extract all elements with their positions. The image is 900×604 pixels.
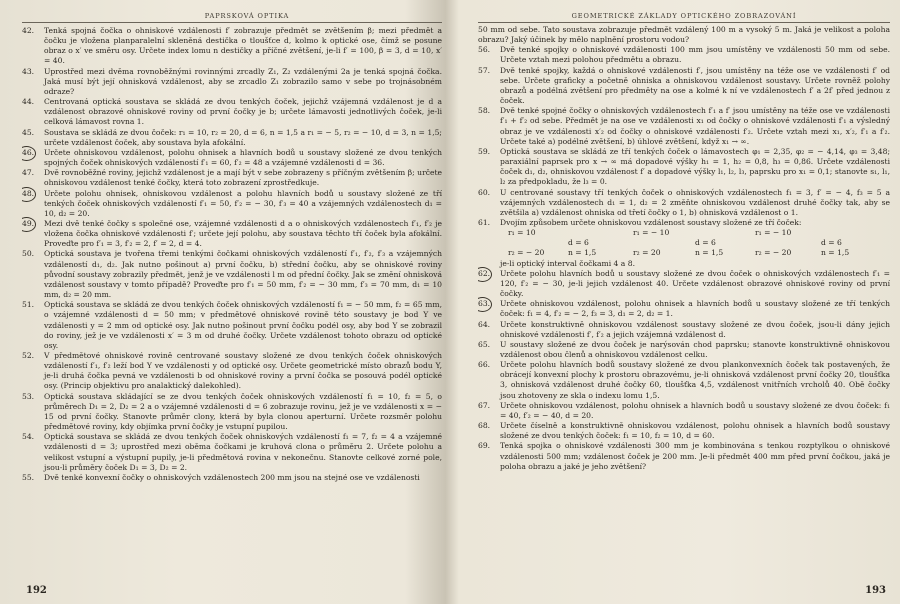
problem-item xyxy=(478,188,890,218)
page-number-left: 192 xyxy=(26,585,47,596)
problem-number: 65. xyxy=(478,339,491,349)
problem-item xyxy=(478,147,890,188)
table-cell: d = 6 xyxy=(695,238,716,248)
problem-number: 52. xyxy=(22,351,35,360)
circled-problem-number: 49. xyxy=(22,219,40,229)
problem-number: 61. xyxy=(478,217,491,227)
problem-text: Určete ohniskovou vzdálenost, polohu ohnisek a hlavních bodů u soustavy složené ze tří tenkých čoček: f₁ = 4, f′₂ = − 2, f₃ = 3, d₁ = 2, d₂ = 1. xyxy=(500,299,890,319)
problem-item xyxy=(478,106,890,147)
problem-item xyxy=(22,351,442,392)
problem-text: Dvě tenké spojky o ohniskové vzdálenosti 100 mm jsou umístěny ve vzdálenosti 50 mm od sebe. Určete vztah mezi polohou předmětu a obrazu. xyxy=(500,45,890,65)
circled-problem-number: 46. xyxy=(22,148,40,158)
problem-text: U soustavy složené ze dvou čoček je narýsován chod paprsku; stanovte konstruktivně ohniskovou vzdálenost obou členů a ohniskovou vzdálenost celku. xyxy=(500,339,890,359)
problem-text: Optická soustava skládající se ze dvou tenkých čoček ohniskových vzdáleností f₁ = 10, f₂ = 5, o průměrech D₁ = 2, D₂ = 2 a o vzájemné vzdálenosti d = 6 zobrazuje rovinu, jež je ve vzdálenosti x = − 15 od první čočky. Stanovte průměr clony, která by byla clonou aperturní. Určete rozsměr polohu předmětové roviny, kdy objímka první čočky je vstupní pupilou. xyxy=(44,391,442,432)
problem-text: Určete ohniskovou vzdálenost, polohu ohnisek a hlavních bodů u soustavy složené ze dvou tenkých spojných čoček ohniskových vzdáleností f′₁ = 60, f′₂ = 48 a vzájemné vzdálenosti d = 36. xyxy=(44,147,442,168)
table-cell: d = 6 xyxy=(568,238,589,248)
problem-item xyxy=(478,299,890,319)
right-page xyxy=(478,0,890,604)
problem-text: Určete ohniskovou vzdálenost, polohu ohnisek a hlavních bodů u soustavy složené ze dvou čoček: f₁ = 40, f′₂ = − 40, d = 20. xyxy=(500,400,890,420)
problem-text: V předmětové ohniskové rovině centrované soustavy složené ze dvou tenkých čoček ohniskových vzdáleností f′₁, f′₂ leží bod Y ve vzdálenosti y od optické osy. Určete geometrické místo obrazů bodu Y, je-li druhá čočka pevná ve vzdálenosti b od ohniskové roviny a první čočka se posouvá podél optické osy. (Princip objektivu pro analaktický dalekohled). xyxy=(44,351,442,391)
problem-number: 53. xyxy=(22,391,35,401)
problem-number: 57. xyxy=(478,65,491,75)
problem-number: 66. xyxy=(478,360,491,370)
problem-number: 42. xyxy=(22,26,35,35)
problem-item xyxy=(22,189,442,219)
problem-item xyxy=(478,66,890,107)
problem-number: 50. xyxy=(22,249,35,259)
problem-text: Dvojím způsobem určete ohniskovou vzdálenost soustavy složené ze tří čoček: xyxy=(500,217,802,227)
problem-number: 58. xyxy=(478,106,491,116)
running-header-right: GEOMETRICKÉ ZÁKLADY OPTICKÉHO ZOBRAZOVÁNÍ xyxy=(478,0,890,23)
problem-item xyxy=(22,67,442,97)
table-row xyxy=(478,248,890,258)
table-note: je-li optický interval čočkami 4 a 8. xyxy=(500,258,635,268)
left-page xyxy=(22,0,442,604)
problem-text: Určete polohu hlavních bodů soustavy složené ze dvou plankonvexních čoček tak postavených, že obrácejí konvexní plochy k prostoru obrazovému, je-li ohnisková vzdálenost první čočky 20, tloušťka 3, ohnisková vzdálenost druhé čočky 60, tloušťka 4,5, vzdálenost vnitřních vrcholů 40. Obě čočky jsou zhotoveny ze skla o indexu lomu 1,5. xyxy=(500,360,890,400)
problem-item xyxy=(478,269,890,299)
circled-problem-number: 63. xyxy=(478,299,496,309)
problem-number: 44. xyxy=(22,97,35,107)
problem-number: 56. xyxy=(478,45,491,55)
problem-item xyxy=(478,401,890,421)
table-row xyxy=(478,238,890,248)
problem-text: Tenká spojná čočka o ohniskové vzdálenosti f′ zobrazuje předmět se zvětšením β; mezi předmět a čočku je vložena planparalelní skleněná destička o tloušťce d, kolmo k optické ose, čímž se posune obraz o x′ ve směru osy. Určete index lomu n destičky a příčné zvětšení, je-li f′ = 100, β = 3, d = 10, x′ = 40. xyxy=(44,26,442,66)
problem-text: Tenká spojka o ohniskové vzdálenosti 300 mm je kombinována s tenkou rozptylkou o ohniskové vzdálenosti 500 mm; vzdálenost čoček je 200 mm. Je-li předmět 400 mm před první čočkou, jaká je poloha obrazu a jaké je jeho zvětšení? xyxy=(500,441,890,471)
problem-item xyxy=(22,219,442,249)
circled-problem-number: 62. xyxy=(478,269,496,279)
problem-text: Mezi dvě tenké čočky s společné ose, vzájemné vzdálenosti d a o ohniskových vzdálenostech f′₁, f′₂ je vložena čočka ohniskové vzdálenosti f′; určete její polohu, aby soustava těchto tří čoček byla afokální. Proveďte pro f′₁ = 3, f′₂ = 2, f′ = 2, d = 4. xyxy=(44,218,442,249)
problem-text: Dvě tenké spojné čočky o ohniskových vzdálenostech f′₁ a f′ jsou umístěny na téže ose ve vzdálenosti f′₁ + f′₂ od sebe. Předmět je na ose ve vzdálenosti x₁ od čočky o ohniskové vzdálenosti f′₁ a výsledný obraz je ve vzdálenosti x′₂ od čočky o ohniskové vzdálenosti f′₂. Určete vztah mezi x₁, x′₂, f′₁ a f′₂. Určete také a) podélné zvětšení, b) úhlové zvětšení, když x₁ → ∞. xyxy=(500,106,890,146)
problem-number: 47. xyxy=(22,168,35,178)
table-cell: d = 6 xyxy=(821,238,842,248)
problem-item xyxy=(22,128,442,148)
problem-number: 43. xyxy=(22,66,35,76)
table-cell: r₁ = − 10 xyxy=(755,228,792,238)
problem-text: U centrované soustavy tří tenkých čoček o ohniskových vzdálenostech f₁ = 3, f′ = − 4, f₃ = 5 a vzájemných vzdálenostech d₁ = 1, d₂ = 2 změňte ohniskovou vzdálenost druhé čočky tak, aby se zvětšila a) vzdálenost ohniska od třetí čočky o 1, b) ohnisková vzdálenost o 1. xyxy=(500,187,890,217)
problem-item xyxy=(22,300,442,351)
problem-number: 55. xyxy=(22,472,35,482)
problem-number: 59. xyxy=(478,146,491,156)
running-header-left: PAPRSKOVÁ OPTIKA xyxy=(22,0,442,23)
problem-item xyxy=(22,392,442,433)
problem-text: Určete polohu hlavních bodů u soustavy složené ze dvou čoček o ohniskových vzdálenostech f′₁ = 120, f′₂ = − 30, je-li jejich vzdálenost 40. Určete vzdálenost obrazové ohniskové roviny od první čočky. xyxy=(500,268,890,299)
table-cell xyxy=(633,238,695,248)
circled-problem-number: 48. xyxy=(22,189,40,199)
problem-number: 51. xyxy=(22,300,35,310)
problem-text: Optická soustava je tvořena třemi tenkými čočkami ohniskových vzdáleností f′₁, f′₂, f′₃ a vzájemných vzdáleností d₁, d₂. Jak nutno pošinout a) první čočku, b) střední čočku, aby se ohniskové roviny původní soustavy zobrazily předmět, jenž je ve vzdálenosti l m od přední čočky. Jak se změní ohnisková vzdálenost soustavy v tomto případě? Proveďte pro f′₁ = 50 mm, f′₂ = − 30 mm, f′₃ = 70 mm, d₁ = 10 mm, d₂ = 20 mm. xyxy=(44,249,442,300)
table-cell: r₂ = 20 xyxy=(633,248,661,258)
right-problem-list xyxy=(478,25,890,472)
problem-number: 45. xyxy=(22,127,35,137)
table-cell: n = 1,5 xyxy=(568,248,597,258)
table-cell xyxy=(695,228,755,238)
problem-item xyxy=(22,473,442,483)
table-cell: n = 1,5 xyxy=(695,248,724,258)
problem-number: 69. xyxy=(478,441,491,451)
table-cell: r₁ = 10 xyxy=(508,228,536,238)
problem-item xyxy=(22,168,442,188)
lens-parameter-table xyxy=(478,228,890,258)
page-number-right: 193 xyxy=(865,585,886,596)
problem-text: Optická soustava se skládá ze tří tenkých čoček o lámavostech φ₁ = 2,35, φ₂ = − 4,14, φ₃ = 3,48; paraxiální paprsek pro x → ∞ má dopadové výšky h₁ = 1, h₂ = 0,8, h₃ = 0,86. Určete vzdálenosti čoček d₁, d₂, ohniskovou vzdálenost f′ a dopadové výšky l₁, l₂, l₃, paprsku pro x₁ = 0,1; stanovte s₁, l₁, l₂ za předpokladu, že l₃ = 0. xyxy=(500,146,890,187)
table-cell xyxy=(821,228,881,238)
problem-item xyxy=(478,360,890,401)
problem-item xyxy=(478,441,890,471)
problem-item xyxy=(478,340,890,360)
table-row xyxy=(478,228,890,238)
problem-text: Optická soustava se skládá ze dvou tenkých čoček ohniskových vzdáleností f₁ = 7, f₂ = 4 a vzájemné vzdálenosti d = 3; uprostřed mezi oběma čočkami je kruhová clona o průměru 2. Určete polohu a velikost vstupní a výstupní pupily, je-li předmětová rovina v nekonečnu. Stanovte celkové zorné pole, jsou-li průměry čoček D₁ = 3, D₂ = 2. xyxy=(44,432,442,472)
table-cell xyxy=(508,238,568,248)
problem-text: Centrovaná optická soustava se skládá ze dvou tenkých čoček, jejichž vzájemná vzdálenost je d a vzdálenost obrazové ohniskové roviny od první čočky je b; určete lámavosti jednotlivých čoček, je-li celková lámavost rovna 1. xyxy=(44,97,442,127)
table-cell xyxy=(755,238,821,248)
problem-text: Soustava se skládá ze dvou čoček: r₁ = 10, r₂ = 20, d = 6, n = 1,5 a r₁ = − 5, r₂ = − 10, d = 3, n = 1,5; určete vzdálenost čoček, aby soustava byla afokální. xyxy=(44,127,442,147)
problem-item xyxy=(478,421,890,441)
problem-item xyxy=(478,218,890,228)
problem-number: 67. xyxy=(478,400,491,410)
problem-item xyxy=(22,432,442,473)
table-cell: r₁ = − 10 xyxy=(633,228,670,238)
left-problem-list xyxy=(22,26,442,483)
problem-text: Určete polohu ohnisek, ohniskovou vzdálenost a polohu hlavních bodů u soustavy složené ze tří tenkých čoček ohniskových vzdáleností f′₁ = 50, f′₂ = − 30, f′₃ = 40 a vzájemných vzdálenostech d₁ = 10, d₂ = 20. xyxy=(44,188,442,218)
problem-text: Dvě tenké spojky, každá o ohniskové vzdálenosti f′, jsou umístěny na téže ose ve vzdálenosti f′ od sebe. Určete graficky a početně ohniska a ohniskovou vzdálenost soustavy. Určete rovněž polohy obrazů a podélná zvětšení pro předměty na ose a kolmé k ní ve vzdálenostech f′ a 2f′ před jednou z čoček. xyxy=(500,65,890,106)
table-cell: r₂ = − 20 xyxy=(508,248,545,258)
problem-number: 68. xyxy=(478,421,491,431)
problem-number: 60. xyxy=(478,187,491,197)
problem-number: 64. xyxy=(478,319,491,329)
table-cell: n = 1,5 xyxy=(821,248,850,258)
problem-item xyxy=(22,97,442,127)
table-cell: r₂ = − 20 xyxy=(755,248,792,258)
problem-item xyxy=(478,320,890,340)
problem-text: Určete konstruktivně ohniskovou vzdálenost soustavy složené ze dvou čoček, jsou-li dány jejich ohniskové vzdálenosti f′, f′₂ a jejich vzájemná vzdálenost d. xyxy=(500,319,890,339)
problem-text: Dvě rovnoběžné roviny, jejichž vzdálenost je a mají být v sebe zobrazeny s příčným zvětšením β; určete ohniskovou vzdálenost tenké čočky, která toto zobrazení zprostředkuje. xyxy=(44,168,442,188)
continued-text: 50 mm od sebe. Tato soustava zobrazuje předmět vzdálený 100 m a vysoký 5 m. Jaká je velikost a poloha obrazu? Jaký účinek by mělo naplnění prostoru vodou? xyxy=(478,25,890,45)
problem-item xyxy=(22,249,442,300)
problem-text: Dvě tenké konvexní čočky o ohniskových vzdálenostech 200 mm jsou na stejné ose ve vzdálenosti xyxy=(44,472,420,482)
problem-item xyxy=(22,26,442,67)
problem-item xyxy=(478,45,890,65)
table-cell xyxy=(568,228,633,238)
problem-text: Určete číselně a konstruktivně ohniskovou vzdálenost, polohu ohnisek a hlavních bodů soustavy složené ze dvou tenkých čoček: f₁ = 10, f₂ = 10, d = 60. xyxy=(500,421,890,441)
problem-item xyxy=(22,148,442,168)
problem-text: Uprostřed mezi dvěma rovnoběžnými rovinnými zrcadly Z₁, Z₂ vzdálenými 2a je tenká spojná čočka. Jaká musí být její ohnisková vzdálenost, aby se zrcadlo Z₁ zobrazilo samo v sebe po trojnásobném odraze? xyxy=(44,66,442,96)
problem-number: 54. xyxy=(22,432,35,442)
problem-text: Optická soustava se skládá ze dvou tenkých čoček ohniskových vzdáleností f₁ = − 50 mm, f₂ = 65 mm, o vzájemné vzdálenosti d = 50 mm; v předmětové ohniskové rovině této soustavy je bod Y ve vzdálenosti y = 2 mm od optické osy. Jak nutno pošinout první čočku podél osy, aby bod Y se zobrazil do roviny, jež je ve vzdálenosti x′ = 3 m od druhé čočky. Určete vzdálenost tohoto obrazu od optické osy. xyxy=(44,300,442,350)
